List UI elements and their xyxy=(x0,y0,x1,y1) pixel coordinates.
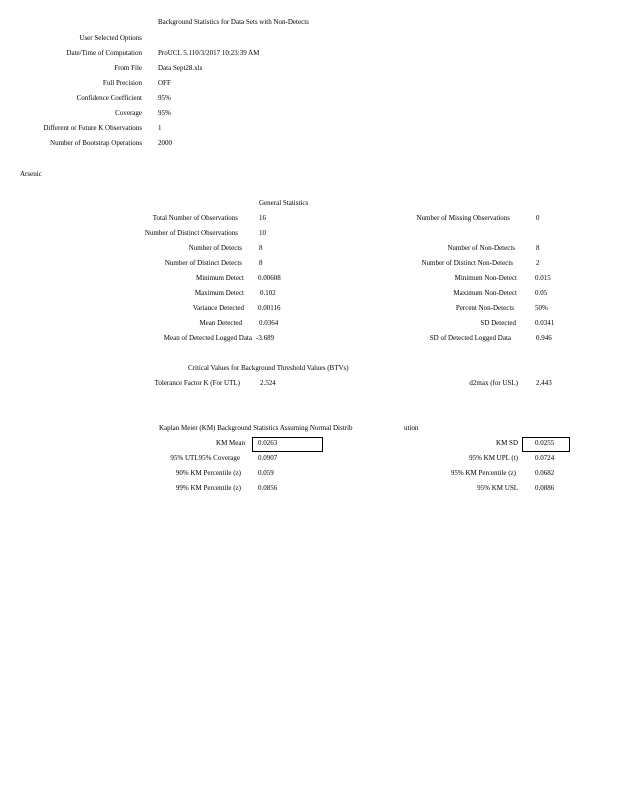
stat-label-minimum-non-detect: Minimum Non-Detect xyxy=(454,274,517,282)
stat-value-sd-detected: 0.0341 xyxy=(535,319,555,327)
km-value-upl: 0.0724 xyxy=(535,454,555,462)
km-value-95-percentile: 0.0682 xyxy=(535,469,555,477)
stat-value-minimum-detect: 0.00608 xyxy=(258,274,281,282)
km-label-sd: KM SD xyxy=(496,439,518,447)
stat-label-percent-non-detects: Percent Non-Detects xyxy=(455,304,514,312)
stat-value-mean-detected: 0.0364 xyxy=(259,319,279,327)
stat-label-maximum-detect: Maximum Detect xyxy=(194,289,244,297)
option-value-bootstrap: 2000 xyxy=(158,139,172,147)
stat-value-variance-detected: 0.00116 xyxy=(258,304,281,312)
km-label-usl: 95% KM USL xyxy=(477,484,518,492)
stat-value-total-observations: 16 xyxy=(259,214,266,222)
stat-label-variance-detected: Variance Detected xyxy=(192,304,244,312)
d2max-value: 2.443 xyxy=(536,379,552,387)
stat-label-minimum-detect: Minimum Detect xyxy=(195,274,244,282)
option-value-confidence: 95% xyxy=(158,94,171,102)
tolerance-factor-value: 2.524 xyxy=(260,379,276,387)
stat-value-mean-logged: -3.689 xyxy=(256,334,275,342)
stat-label-distinct-observations: Number of Distinct Observations xyxy=(144,229,238,237)
option-label-coverage: Coverage xyxy=(115,109,142,117)
km-value-mean: 0.0263 xyxy=(258,439,278,447)
km-value-usl: 0.0886 xyxy=(535,484,555,492)
tolerance-factor-label: Tolerance Factor K (For UTL) xyxy=(154,379,240,387)
option-value-datetime: ProUCL 5.110/3/2017 10:23:39 AM xyxy=(158,49,260,57)
km-value-99-percentile: 0.0856 xyxy=(258,484,278,492)
stat-value-sd-logged: 0.946 xyxy=(536,334,552,342)
km-label-mean: KM Mean xyxy=(216,439,245,447)
stat-value-non-detects: 8 xyxy=(536,244,540,252)
km-label-95-percentile: 95% KM Percentile (z) xyxy=(450,469,516,477)
d2max-label: d2max (for USL) xyxy=(469,379,518,387)
stat-value-minimum-non-detect: 0.015 xyxy=(535,274,551,282)
option-label-from-file: From File xyxy=(114,64,142,72)
general-statistics-heading: General Statistics xyxy=(259,199,309,207)
option-value-coverage: 95% xyxy=(158,109,171,117)
stat-value-distinct-detects: 8 xyxy=(259,259,263,267)
stat-label-sd-logged: SD of Detected Logged Data xyxy=(429,334,511,342)
stat-value-percent-non-detects: 50% xyxy=(535,304,548,312)
stat-label-mean-detected: Mean Detected xyxy=(199,319,242,327)
critical-values-heading: Critical Values for Background Threshold Values (BTVs) xyxy=(188,364,349,372)
stat-value-detects: 8 xyxy=(259,244,263,252)
option-value-future-k: 1 xyxy=(158,124,162,132)
km-heading: Kaplan Meier (KM) Background Statistics Assuming Normal Distrib xyxy=(159,424,353,432)
stat-label-distinct-detects: Number of Distinct Detects xyxy=(164,259,242,267)
stat-label-distinct-non-detects: Number of Distinct Non-Detects xyxy=(421,259,513,267)
option-label-bootstrap: Number of Bootstrap Operations xyxy=(50,139,142,147)
km-heading-tail: ution xyxy=(404,424,419,432)
report-title: Background Statistics for Data Sets with Non-Detects xyxy=(158,18,309,26)
stat-value-maximum-non-detect: 0.05 xyxy=(535,289,548,297)
stat-value-distinct-non-detects: 2 xyxy=(536,259,540,267)
km-value-utl: 0.0907 xyxy=(258,454,278,462)
option-value-from-file: Data Sept28.xls xyxy=(158,64,203,72)
option-label-datetime: Date/Time of Computation xyxy=(66,49,142,57)
option-value-full-precision: OFF xyxy=(158,79,171,87)
stat-value-missing-observations: 0 xyxy=(536,214,540,222)
km-value-90-percentile: 0.059 xyxy=(258,469,274,477)
option-label-future-k: Different or Future K Observations xyxy=(43,124,142,132)
km-label-utl: 95% UTL95% Coverage xyxy=(170,454,240,462)
stat-label-maximum-non-detect: Maximum Non-Detect xyxy=(453,289,517,297)
option-label-full-precision: Full Precision xyxy=(102,79,142,87)
stat-label-detects: Number of Detects xyxy=(188,244,242,252)
km-label-90-percentile: 90% KM Percentile (z) xyxy=(175,469,241,477)
stat-label-non-detects: Number of Non-Detects xyxy=(447,244,515,252)
options-heading: User Selected Options xyxy=(79,34,142,42)
stat-label-sd-detected: SD Detected xyxy=(480,319,516,327)
km-label-99-percentile: 99% KM Percentile (z) xyxy=(175,484,241,492)
stat-label-mean-logged: Mean of Detected Logged Data xyxy=(163,334,252,342)
stat-label-missing-observations: Number of Missing Observations xyxy=(416,214,510,222)
km-label-upl: 95% KM UPL (t) xyxy=(469,454,518,462)
variable-name: Arsenic xyxy=(20,170,42,178)
stat-value-distinct-observations: 10 xyxy=(259,229,266,237)
km-value-sd: 0.0255 xyxy=(535,439,555,447)
option-label-confidence: Confidence Coefficient xyxy=(76,94,142,102)
stat-value-maximum-detect: 0.102 xyxy=(260,289,276,297)
stat-label-total-observations: Total Number of Observations xyxy=(152,214,238,222)
